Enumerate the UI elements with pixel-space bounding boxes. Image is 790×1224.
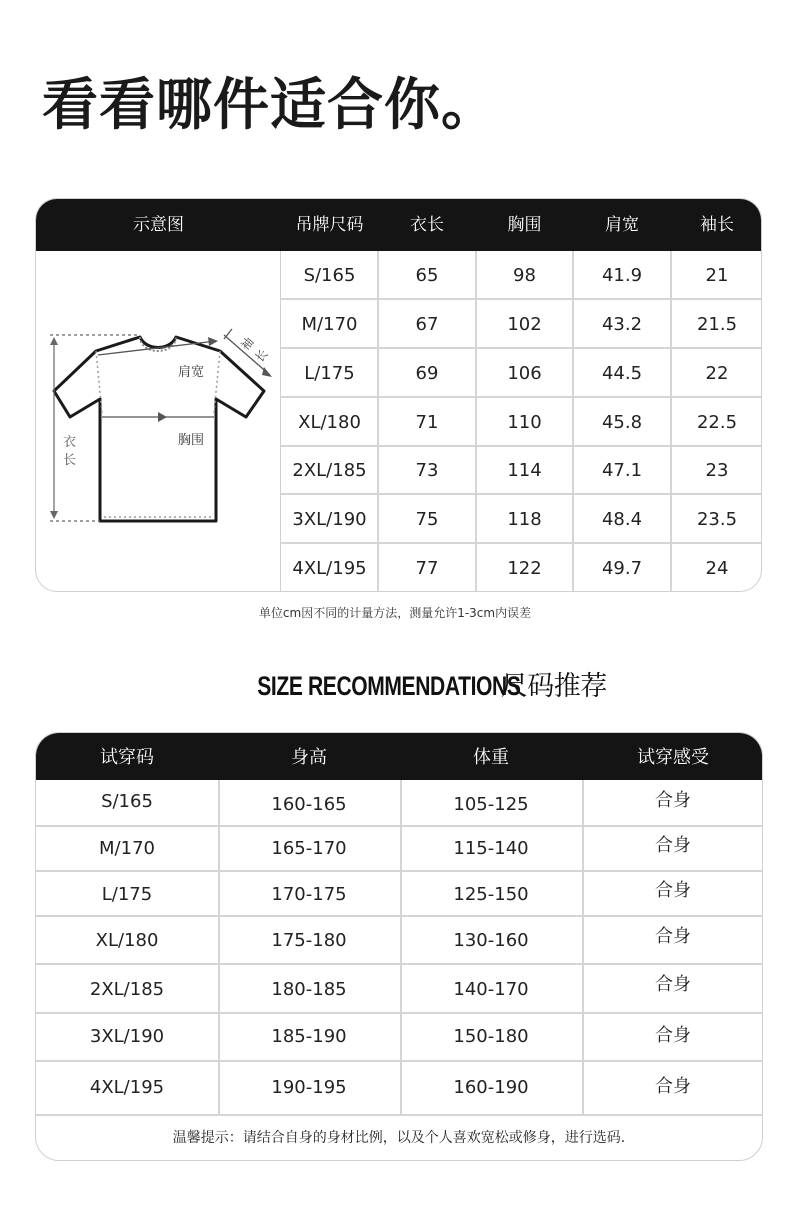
chest-cell: 118	[507, 509, 542, 530]
chest-cell: 114	[507, 460, 542, 481]
sleeve-cell: 21.5	[696, 314, 738, 335]
size-chart-row	[281, 544, 762, 592]
recommendation-row	[36, 1062, 762, 1114]
header-diagram: 示意图	[133, 215, 184, 235]
recommendation-title-en: SIZE RECOMMENDATIONS	[257, 671, 521, 701]
diagram-length-label-1: 衣	[63, 435, 77, 450]
weight-cell: 140-170	[453, 979, 529, 1000]
diagram-shoulder-label: 肩宽	[178, 365, 205, 380]
sleeve-cell: 22.5	[696, 412, 738, 433]
sleeve-cell: 24	[705, 558, 729, 579]
sleeve-cell: 23.5	[696, 509, 738, 530]
shoulder-cell: 43.2	[601, 314, 643, 335]
fitting-tip: 温馨提示：请结合自身的身材比例，以及个人喜欢宽松或修身，进行选码.	[172, 1130, 626, 1146]
length-cell: 77	[415, 558, 439, 579]
sleeve-cell: 21	[705, 265, 729, 286]
size-chart-row	[281, 300, 762, 349]
header-shoulder: 肩宽	[605, 215, 639, 235]
weight-cell: 160-190	[453, 1077, 529, 1098]
height-cell: 160-165	[271, 794, 347, 815]
recommendation-row	[36, 827, 762, 870]
height-cell: 170-175	[271, 884, 347, 905]
size-chart-header	[36, 199, 761, 251]
size-chart-row	[281, 251, 762, 300]
try-size-cell: M/170	[99, 838, 155, 859]
weight-cell: 125-150	[453, 884, 529, 905]
length-cell: 73	[415, 460, 439, 481]
recommendation-row	[36, 965, 762, 1012]
diagram-length-label-2: 长	[63, 453, 77, 468]
height-cell: 175-180	[271, 930, 347, 951]
fit-feel-cell: 合身	[655, 790, 691, 811]
header-try-size: 试穿码	[100, 747, 154, 768]
sleeve-cell: 22	[705, 363, 729, 384]
recommendation-title	[0, 664, 790, 703]
fit-feel-cell: 合身	[655, 974, 691, 995]
try-size-cell: S/165	[101, 791, 153, 812]
height-cell: 185-190	[271, 1026, 347, 1047]
page-title: 看看哪件适合你。	[42, 73, 498, 138]
length-cell: 67	[415, 314, 439, 335]
tag-size-cell: M/170	[301, 314, 358, 335]
fit-feel-cell: 合身	[655, 1025, 691, 1046]
tag-size-cell: 2XL/185	[292, 460, 367, 481]
tag-size-cell: S/165	[303, 265, 356, 286]
shoulder-cell: 47.1	[601, 460, 643, 481]
tag-size-cell: L/175	[304, 363, 355, 384]
header-weight: 体重	[473, 747, 509, 768]
chest-cell: 110	[507, 412, 542, 433]
try-size-cell: 2XL/185	[89, 979, 165, 1000]
try-size-cell: XL/180	[95, 930, 159, 951]
height-cell: 165-170	[271, 838, 347, 859]
size-chart-row	[281, 446, 762, 495]
weight-cell: 150-180	[453, 1026, 529, 1047]
recommendation-row	[36, 780, 762, 825]
diagram-sleeve-label-2: 长	[252, 346, 271, 365]
recommendation-row	[36, 872, 762, 915]
sleeve-cell: 23	[705, 460, 729, 481]
chest-cell: 98	[513, 265, 536, 286]
header-chest: 胸围	[507, 215, 542, 235]
chest-cell: 122	[507, 558, 542, 579]
diagram-chest-label: 胸围	[178, 433, 205, 448]
tshirt-diagram	[36, 251, 281, 592]
size-chart-table	[35, 198, 762, 592]
chest-cell: 106	[507, 363, 542, 384]
try-size-cell: 4XL/195	[89, 1077, 165, 1098]
recommendation-row	[36, 1014, 762, 1060]
weight-cell: 130-160	[453, 930, 529, 951]
length-cell: 69	[415, 363, 439, 384]
header-sleeve: 袖长	[700, 215, 734, 235]
size-chart-row	[281, 349, 762, 398]
try-size-cell: L/175	[101, 884, 153, 905]
header-fit-feel: 试穿感受	[637, 747, 709, 768]
size-chart-row	[281, 398, 762, 447]
size-chart-row	[281, 495, 762, 544]
tag-size-cell: 3XL/190	[292, 509, 367, 530]
fit-feel-cell: 合身	[655, 835, 691, 856]
fit-feel-cell: 合身	[655, 880, 691, 901]
height-cell: 190-195	[271, 1077, 347, 1098]
fit-feel-cell: 合身	[655, 1076, 691, 1097]
recommendation-title-cn: 尺码推荐	[500, 671, 607, 702]
measurement-note: 单位cm因不同的计量方法，测量允许1-3cm内误差	[258, 606, 532, 620]
shoulder-cell: 41.9	[601, 265, 643, 286]
recommendation-row	[36, 917, 762, 963]
weight-cell: 115-140	[453, 838, 529, 859]
fit-feel-cell: 合身	[655, 926, 691, 947]
recommendation-table	[35, 732, 763, 1161]
chest-cell: 102	[507, 314, 542, 335]
length-cell: 75	[415, 509, 439, 530]
tshirt-diagram-icon	[36, 251, 281, 592]
weight-cell: 105-125	[453, 794, 529, 815]
header-tag-size: 吊牌尺码	[295, 215, 364, 235]
shoulder-cell: 49.7	[601, 558, 643, 579]
height-cell: 180-185	[271, 979, 347, 1000]
shoulder-cell: 44.5	[601, 363, 643, 384]
length-cell: 65	[415, 265, 439, 286]
length-cell: 71	[415, 412, 439, 433]
shoulder-cell: 45.8	[601, 412, 643, 433]
recommendation-header	[36, 733, 762, 780]
diagram-sleeve-label-1: 袖	[238, 334, 257, 353]
tag-size-cell: XL/180	[298, 412, 361, 433]
header-length: 衣长	[410, 215, 444, 235]
shoulder-cell: 48.4	[601, 509, 643, 530]
header-height: 身高	[291, 747, 327, 768]
tag-size-cell: 4XL/195	[292, 558, 367, 579]
try-size-cell: 3XL/190	[89, 1026, 165, 1047]
